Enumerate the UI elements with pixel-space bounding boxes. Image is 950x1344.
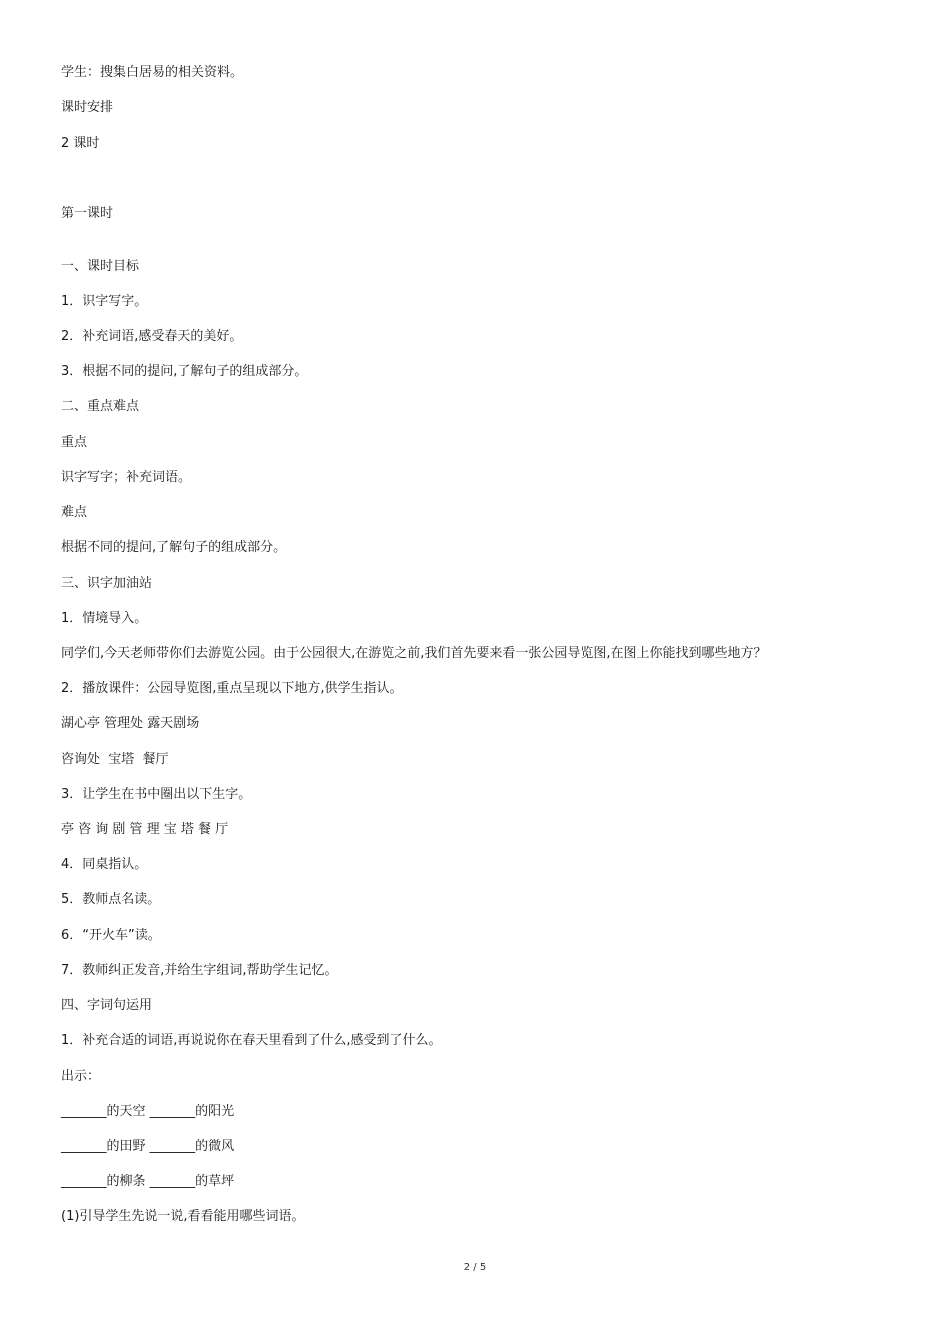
text-line: 同学们,今天老师带你们去游览公园。由于公园很大,在游览之前,我们首先要来看一张公园导览图,在图上你能找到哪些地方？: [61, 646, 767, 661]
text-line: 出示：: [61, 1069, 101, 1084]
text-line: 亭 咨 询 剧 管 理 宝 塔 餐 厅: [61, 822, 229, 837]
fill-blank-line: _______的天空 _______的阳光: [61, 1104, 235, 1119]
text-line: 2 课时: [61, 136, 100, 151]
text-line: 湖心亭 管理处 露天剧场: [61, 716, 200, 731]
text-line: 识字写字；补充词语。: [61, 470, 192, 485]
section-heading: 四、字词句运用: [61, 998, 153, 1013]
text-line: 3．根据不同的提问,了解句子的组成部分。: [61, 364, 308, 379]
section-heading: 三、识字加油站: [61, 576, 153, 591]
text-line: 5．教师点名读。: [61, 892, 161, 907]
fill-blank-line: _______的田野 _______的微风: [61, 1139, 235, 1154]
page-indicator: 2 / 5: [463, 1262, 487, 1273]
text-line: 2．播放课件：公园导览图,重点呈现以下地方,供学生指认。: [61, 681, 403, 696]
text-line: 3．让学生在书中圈出以下生字。: [61, 787, 252, 802]
section-heading: 第一课时: [61, 206, 114, 221]
text-line: 1．识字写字。: [61, 294, 148, 309]
text-line: 1．情境导入。: [61, 611, 148, 626]
text-line: 根据不同的提问,了解句子的组成部分。: [61, 540, 287, 555]
text-line: 6．“开火车”读。: [61, 928, 161, 943]
text-line: 1．补充合适的词语,再说说你在春天里看到了什么,感受到了什么。: [61, 1033, 442, 1048]
section-heading: 二、重点难点: [61, 399, 140, 414]
text-line: 难点: [61, 505, 88, 520]
fill-blank-line: _______的柳条 _______的草坪: [61, 1174, 235, 1189]
text-line: 重点: [61, 435, 88, 450]
section-heading: 一、课时目标: [61, 259, 140, 274]
text-line: 7．教师纠正发音,并给生字组词,帮助学生记忆。: [61, 963, 338, 978]
text-line: 4．同桌指认。: [61, 857, 148, 872]
text-line: (1)引导学生先说一说,看看能用哪些词语。: [61, 1209, 305, 1224]
text-line: 2．补充词语,感受春天的美好。: [61, 329, 243, 344]
text-line: 咨询处 宝塔 餐厅: [61, 752, 169, 767]
text-line: 学生：搜集白居易的相关资料。: [61, 65, 244, 80]
text-line: 课时安排: [61, 100, 114, 115]
